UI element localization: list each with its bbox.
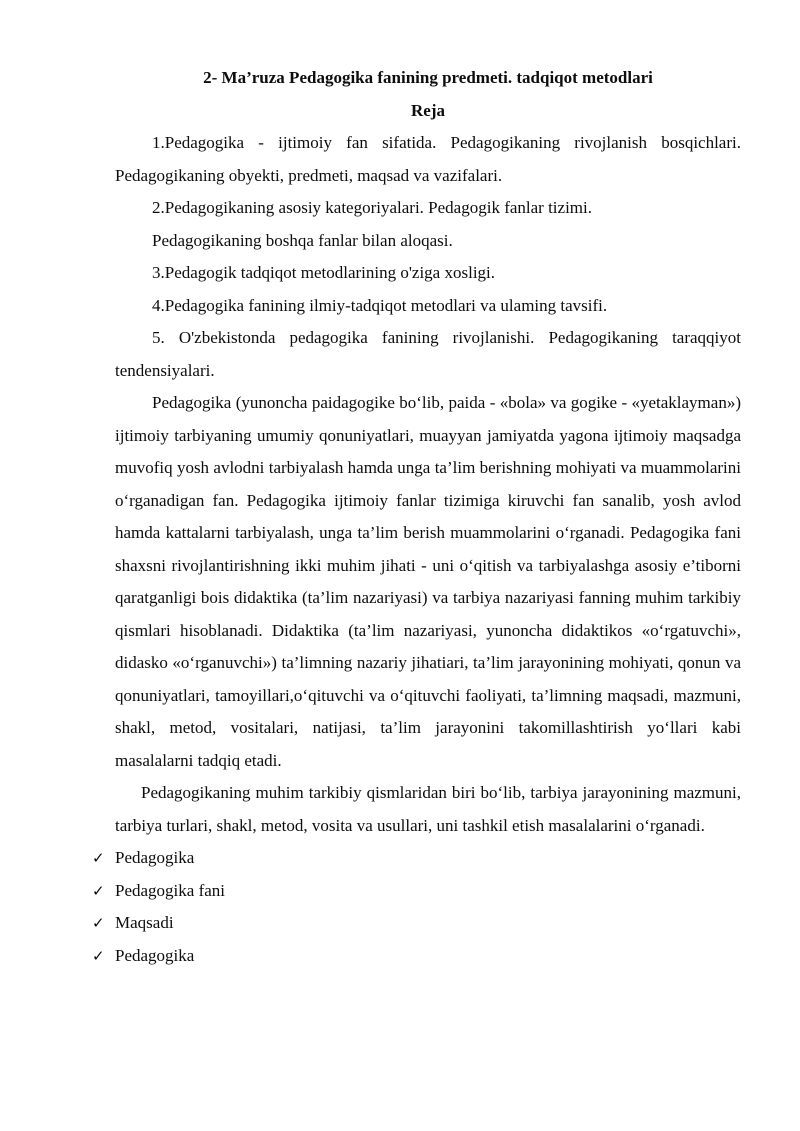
checklist-item-label: Pedagogika: [115, 945, 195, 965]
checklist-item-label: Pedagogika fani: [115, 880, 225, 900]
plan-item-3: 3.Pedagogik tadqiqot metodlarining o'ziga xosligi.: [152, 263, 496, 282]
plan-item-2-continuation: Pedagogikaning boshqa fanlar bilan aloqasi.: [152, 230, 453, 250]
checklist-item: [92, 875, 741, 908]
checklist-item-label: Maqsadi: [115, 913, 174, 932]
plan-item-2: 2.Pedagogikaning asosiy kategoriyalari. Pedagogik fanlar tizimi.: [152, 198, 592, 217]
plan-heading: Reja: [411, 100, 445, 120]
body-paragraph-1: Pedagogika (yunoncha paidagogike boʻlib, paida - «bola» va gogike - «yetaklayman») ijtimoiy tarbiyaning umumiy qonuniyatlari, muayyan jamiyatda yagona ijtimoiy maqsadga muvofiq yosh avlodni tarbiyalash hamda unga ta’lim berishning mohiyati va muammolarini oʻrganadigan fan. Pedagogika ijtimoiy fanlar tizimiga kiruvchi fan sanalib, yosh avlod hamda kattalarni tarbiyalash, unga ta’lim berish muammolarini oʻrganadi. Pedagogika fani shaxsni rivojlantirishning ikki muhim jihati - uni oʻqitish va tarbiyalashga asosiy e’tiborni qaratganligi bois didaktika (ta’lim nazariyasi) va tarbiya nazariyasi fanning muhim tarkibiy qismlari hisoblanadi. Didaktika (ta’lim nazariyasi, yunoncha didaktikos «oʻrgatuvchi», didasko «oʻrganuvchi») ta’limning nazariy jihatiari, ta’lim jarayonining mohiyati, qonun va qonuniyatlari, tamoyillari,oʻqituvchi va oʻqituvchi faoliyati, ta’limning maqsadi, mazmuni, shakl, metod, vositalari, natijasi, ta’lim jarayonini takomillashtirish yoʻllari kabi masalalarni tadqiq etadi.: [115, 393, 741, 770]
plan-item-4: 4.Pedagogika fanining ilmiy-tadqiqot metodlari va ulaming tavsifi.: [152, 295, 608, 315]
checklist-item: [92, 940, 741, 973]
body-text: [115, 387, 741, 842]
plan-item-1: 1.Pedagogika - ijtimoiy fan sifatida. Pedagogikaning rivojlanish bosqichlari. Pedagogikaning obyekti, predmeti, maqsad va vazifalari.: [115, 133, 741, 185]
checklist-item: [92, 907, 741, 940]
checklist-item: [92, 842, 741, 875]
check-icon: ✓: [92, 881, 105, 900]
body-paragraph-2: Pedagogikaning muhim tarkibiy qismlaridan biri boʻlib, tarbiya jarayonining mazmuni, tarbiya turlari, shakl, metod, vosita va usullari, uni tashkil etish masalalarini oʻrganadi.: [115, 783, 741, 835]
check-icon: ✓: [92, 946, 105, 965]
document-title: 2- Ma’ruza Pedagogika fanining predmeti. tadqiqot metodlari: [203, 68, 653, 87]
checklist: [92, 842, 741, 972]
check-icon: ✓: [92, 849, 105, 867]
plan-list: [115, 127, 741, 387]
plan-item-5: 5. O'zbekistonda pedagogika fanining rivojlanishi. Pedagogikaning taraqqiyot tendensiyalari.: [115, 328, 741, 380]
checklist-item-label: Pedagogika: [115, 848, 195, 867]
check-icon: ✓: [92, 914, 105, 932]
